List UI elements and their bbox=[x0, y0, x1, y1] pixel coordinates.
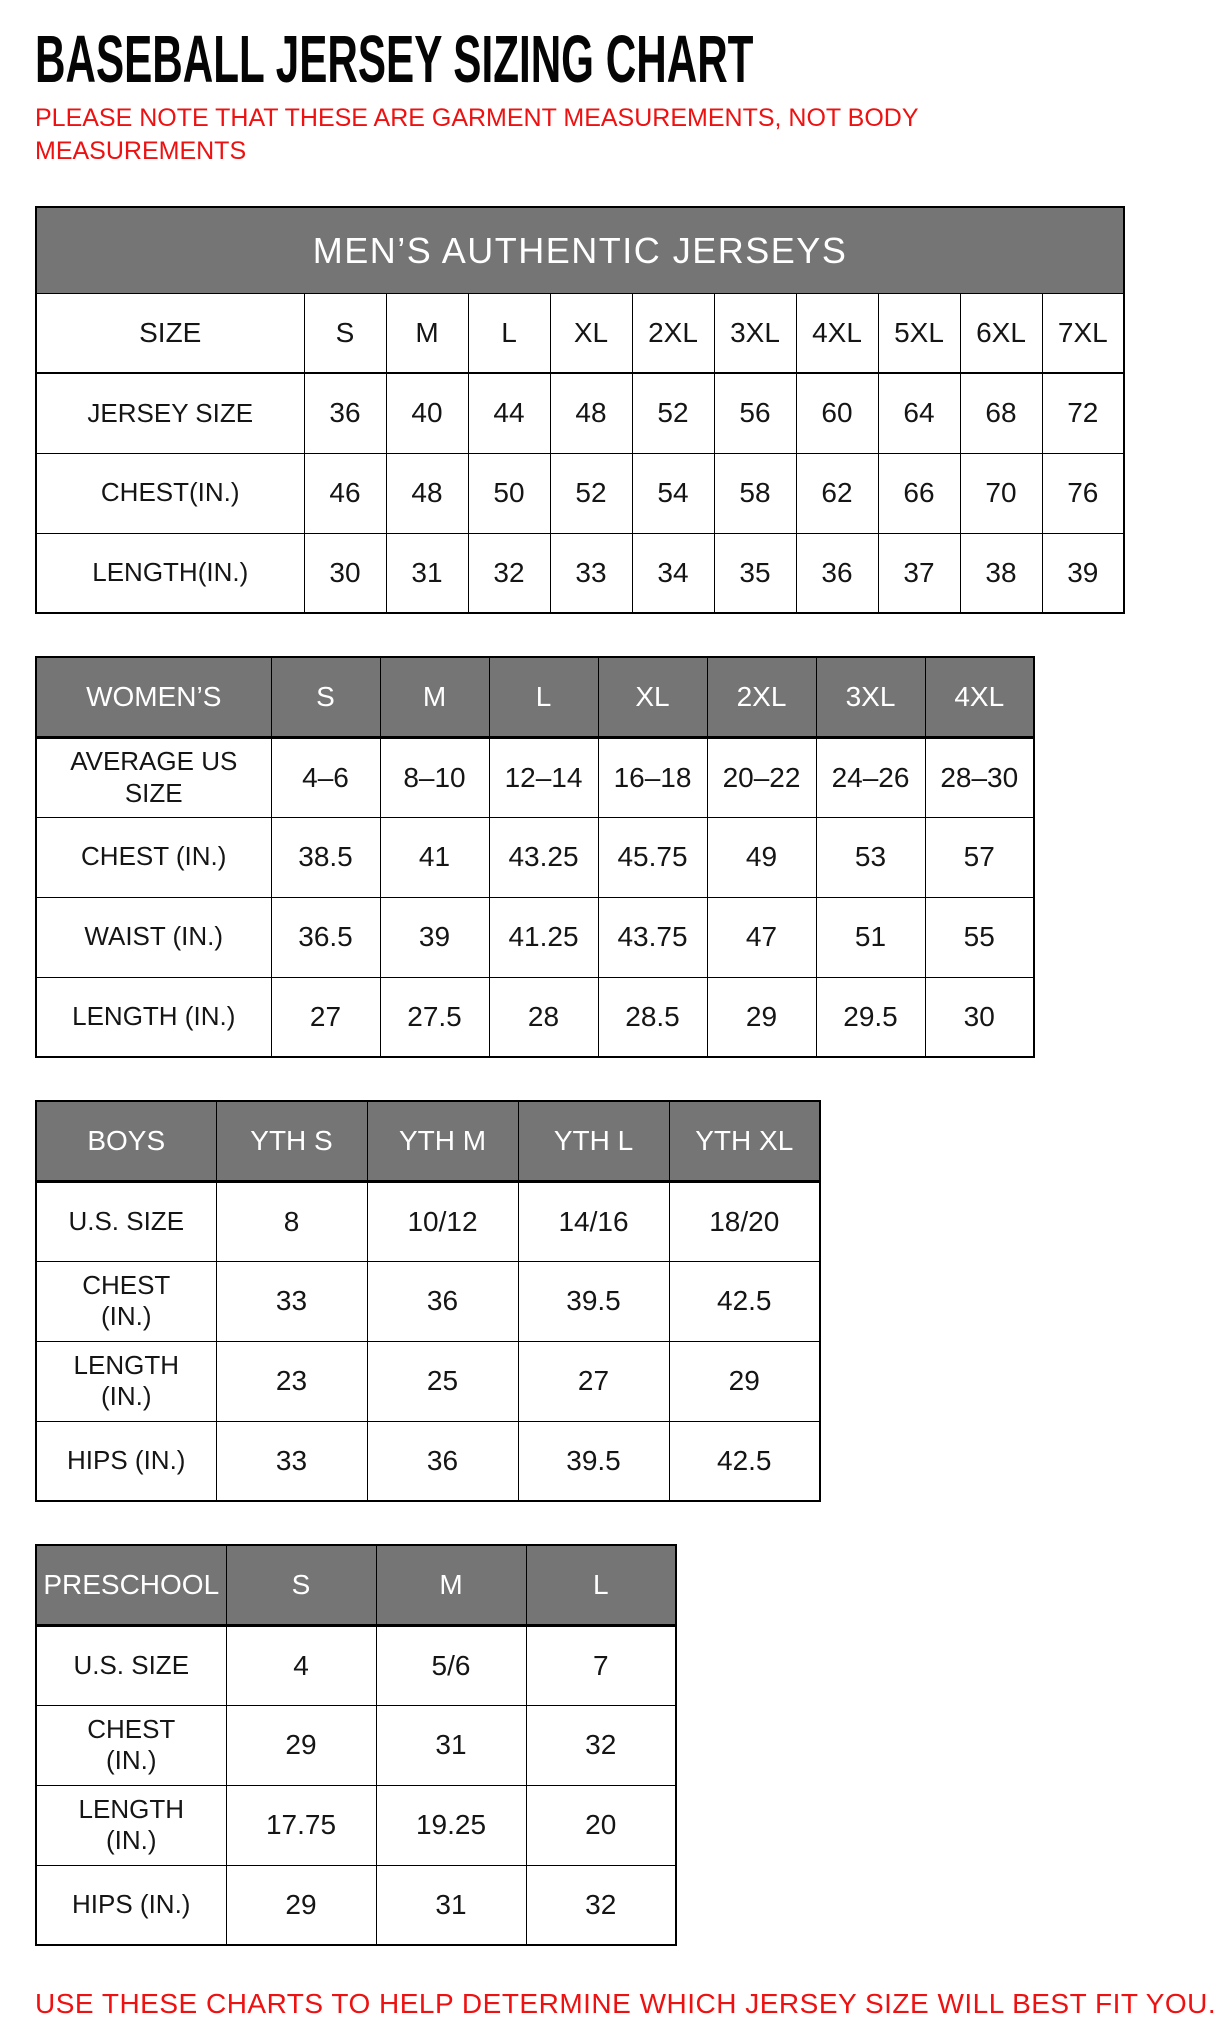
garment-measurements-note: PLEASE NOTE THAT THESE ARE GARMENT MEASUREMENTS, NOT BODY MEASUREMENTS bbox=[35, 104, 919, 165]
preschool-row-label: LENGTH (IN.) bbox=[36, 1785, 226, 1865]
womens-value-cell: 28–30 bbox=[925, 737, 1034, 817]
preschool-sizing-table bbox=[35, 1544, 677, 1946]
mens-sizing-table bbox=[35, 206, 1125, 614]
mens-value-cell: 48 bbox=[550, 373, 632, 453]
womens-value-cell: 51 bbox=[816, 897, 925, 977]
mens-table-title: MEN’S AUTHENTIC JERSEYS bbox=[36, 207, 1124, 293]
mens-value-cell: 44 bbox=[468, 373, 550, 453]
mens-value-cell: 33 bbox=[550, 533, 632, 613]
womens-row-label: WAIST (IN.) bbox=[36, 897, 271, 977]
womens-value-cell: 47 bbox=[707, 897, 816, 977]
boys-size-col-header: YTH L bbox=[518, 1101, 669, 1181]
preschool-row-label: U.S. SIZE bbox=[36, 1625, 226, 1705]
preschool-row-label: CHEST (IN.) bbox=[36, 1705, 226, 1785]
boys-row-label: LENGTH (IN.) bbox=[36, 1341, 216, 1421]
mens-size-col-header: 4XL bbox=[796, 293, 878, 373]
boys-row-label: HIPS (IN.) bbox=[36, 1421, 216, 1501]
preschool-row-label: HIPS (IN.) bbox=[36, 1865, 226, 1945]
womens-corner-label: WOMEN’S bbox=[36, 657, 271, 737]
womens-value-cell: 28 bbox=[489, 977, 598, 1057]
womens-value-cell: 24–26 bbox=[816, 737, 925, 817]
mens-value-cell: 56 bbox=[714, 373, 796, 453]
womens-value-cell: 53 bbox=[816, 817, 925, 897]
mens-value-cell: 62 bbox=[796, 453, 878, 533]
mens-value-cell: 50 bbox=[468, 453, 550, 533]
womens-size-col-header: XL bbox=[598, 657, 707, 737]
preschool-value-cell: 17.75 bbox=[226, 1785, 376, 1865]
womens-value-cell: 38.5 bbox=[271, 817, 380, 897]
preschool-table-section bbox=[35, 1544, 1200, 1946]
best-fit-note: USE THESE CHARTS TO HELP DETERMINE WHICH JERSEY SIZE WILL BEST FIT YOU. bbox=[35, 1988, 1217, 2019]
mens-value-cell: 70 bbox=[960, 453, 1042, 533]
mens-size-col-header: 5XL bbox=[878, 293, 960, 373]
boys-value-cell: 42.5 bbox=[669, 1261, 820, 1341]
womens-sizing-table bbox=[35, 656, 1035, 1058]
boys-value-cell: 39.5 bbox=[518, 1261, 669, 1341]
mens-value-cell: 38 bbox=[960, 533, 1042, 613]
womens-size-col-header: 4XL bbox=[925, 657, 1034, 737]
womens-value-cell: 4–6 bbox=[271, 737, 380, 817]
preschool-value-cell: 29 bbox=[226, 1705, 376, 1785]
womens-size-col-header: S bbox=[271, 657, 380, 737]
preschool-value-cell: 32 bbox=[526, 1865, 676, 1945]
boys-value-cell: 33 bbox=[216, 1261, 367, 1341]
mens-row-label: JERSEY SIZE bbox=[36, 373, 304, 453]
boys-value-cell: 25 bbox=[367, 1341, 518, 1421]
mens-value-cell: 37 bbox=[878, 533, 960, 613]
boys-row-label: U.S. SIZE bbox=[36, 1181, 216, 1261]
womens-value-cell: 36.5 bbox=[271, 897, 380, 977]
mens-size-col-header: L bbox=[468, 293, 550, 373]
preschool-value-cell: 5/6 bbox=[376, 1625, 526, 1705]
mens-value-cell: 64 bbox=[878, 373, 960, 453]
mens-row-label: LENGTH(IN.) bbox=[36, 533, 304, 613]
womens-value-cell: 27.5 bbox=[380, 977, 489, 1057]
mens-size-col-header: 6XL bbox=[960, 293, 1042, 373]
womens-value-cell: 43.75 bbox=[598, 897, 707, 977]
mens-value-cell: 72 bbox=[1042, 373, 1124, 453]
womens-value-cell: 30 bbox=[925, 977, 1034, 1057]
womens-value-cell: 27 bbox=[271, 977, 380, 1057]
page-title-text: BASEBALL JERSEY SIZING CHART bbox=[35, 22, 754, 97]
preschool-value-cell: 29 bbox=[226, 1865, 376, 1945]
womens-value-cell: 45.75 bbox=[598, 817, 707, 897]
preschool-value-cell: 19.25 bbox=[376, 1785, 526, 1865]
boys-size-col-header: YTH XL bbox=[669, 1101, 820, 1181]
mens-size-col-header: S bbox=[304, 293, 386, 373]
mens-value-cell: 30 bbox=[304, 533, 386, 613]
mens-corner-label: SIZE bbox=[36, 293, 304, 373]
boys-value-cell: 36 bbox=[367, 1261, 518, 1341]
womens-size-col-header: M bbox=[380, 657, 489, 737]
boys-value-cell: 42.5 bbox=[669, 1421, 820, 1501]
preschool-value-cell: 31 bbox=[376, 1705, 526, 1785]
boys-value-cell: 8 bbox=[216, 1181, 367, 1261]
boys-row-label: CHEST (IN.) bbox=[36, 1261, 216, 1341]
mens-value-cell: 32 bbox=[468, 533, 550, 613]
preschool-value-cell: 20 bbox=[526, 1785, 676, 1865]
womens-value-cell: 41.25 bbox=[489, 897, 598, 977]
mens-value-cell: 31 bbox=[386, 533, 468, 613]
womens-value-cell: 20–22 bbox=[707, 737, 816, 817]
mens-size-col-header: 3XL bbox=[714, 293, 796, 373]
womens-value-cell: 12–14 bbox=[489, 737, 598, 817]
mens-size-col-header: M bbox=[386, 293, 468, 373]
boys-corner-label: BOYS bbox=[36, 1101, 216, 1181]
womens-value-cell: 29.5 bbox=[816, 977, 925, 1057]
mens-size-col-header: 7XL bbox=[1042, 293, 1124, 373]
womens-row-label: AVERAGE US SIZE bbox=[36, 737, 271, 817]
womens-row-label: LENGTH (IN.) bbox=[36, 977, 271, 1057]
mens-value-cell: 34 bbox=[632, 533, 714, 613]
mens-value-cell: 46 bbox=[304, 453, 386, 533]
mens-value-cell: 35 bbox=[714, 533, 796, 613]
boys-sizing-table bbox=[35, 1100, 821, 1502]
mens-table-section bbox=[35, 206, 1200, 614]
mens-value-cell: 52 bbox=[632, 373, 714, 453]
page-title bbox=[35, 22, 1200, 98]
mens-value-cell: 36 bbox=[304, 373, 386, 453]
mens-value-cell: 40 bbox=[386, 373, 468, 453]
boys-value-cell: 39.5 bbox=[518, 1421, 669, 1501]
womens-value-cell: 16–18 bbox=[598, 737, 707, 817]
boys-value-cell: 23 bbox=[216, 1341, 367, 1421]
preschool-value-cell: 7 bbox=[526, 1625, 676, 1705]
boys-size-col-header: YTH S bbox=[216, 1101, 367, 1181]
boys-size-col-header: YTH M bbox=[367, 1101, 518, 1181]
mens-value-cell: 76 bbox=[1042, 453, 1124, 533]
womens-size-col-header: 2XL bbox=[707, 657, 816, 737]
mens-value-cell: 66 bbox=[878, 453, 960, 533]
mens-size-col-header: 2XL bbox=[632, 293, 714, 373]
womens-table-section bbox=[35, 656, 1200, 1058]
mens-value-cell: 52 bbox=[550, 453, 632, 533]
womens-value-cell: 43.25 bbox=[489, 817, 598, 897]
boys-value-cell: 10/12 bbox=[367, 1181, 518, 1261]
womens-size-col-header: L bbox=[489, 657, 598, 737]
preschool-value-cell: 32 bbox=[526, 1705, 676, 1785]
mens-value-cell: 68 bbox=[960, 373, 1042, 453]
boys-value-cell: 14/16 bbox=[518, 1181, 669, 1261]
mens-value-cell: 58 bbox=[714, 453, 796, 533]
preschool-value-cell: 4 bbox=[226, 1625, 376, 1705]
mens-size-col-header: XL bbox=[550, 293, 632, 373]
boys-table-section bbox=[35, 1100, 1200, 1502]
boys-value-cell: 18/20 bbox=[669, 1181, 820, 1261]
preschool-size-col-header: L bbox=[526, 1545, 676, 1625]
boys-value-cell: 27 bbox=[518, 1341, 669, 1421]
boys-value-cell: 29 bbox=[669, 1341, 820, 1421]
womens-value-cell: 41 bbox=[380, 817, 489, 897]
preschool-size-col-header: S bbox=[226, 1545, 376, 1625]
womens-value-cell: 57 bbox=[925, 817, 1034, 897]
womens-size-col-header: 3XL bbox=[816, 657, 925, 737]
preschool-value-cell: 31 bbox=[376, 1865, 526, 1945]
mens-value-cell: 36 bbox=[796, 533, 878, 613]
womens-value-cell: 28.5 bbox=[598, 977, 707, 1057]
womens-value-cell: 8–10 bbox=[380, 737, 489, 817]
boys-value-cell: 33 bbox=[216, 1421, 367, 1501]
womens-value-cell: 39 bbox=[380, 897, 489, 977]
womens-value-cell: 49 bbox=[707, 817, 816, 897]
womens-value-cell: 29 bbox=[707, 977, 816, 1057]
preschool-corner-label: PRESCHOOL bbox=[36, 1545, 226, 1625]
preschool-size-col-header: M bbox=[376, 1545, 526, 1625]
boys-value-cell: 36 bbox=[367, 1421, 518, 1501]
mens-value-cell: 48 bbox=[386, 453, 468, 533]
mens-value-cell: 60 bbox=[796, 373, 878, 453]
mens-row-label: CHEST(IN.) bbox=[36, 453, 304, 533]
womens-row-label: CHEST (IN.) bbox=[36, 817, 271, 897]
womens-value-cell: 55 bbox=[925, 897, 1034, 977]
mens-value-cell: 39 bbox=[1042, 533, 1124, 613]
mens-value-cell: 54 bbox=[632, 453, 714, 533]
